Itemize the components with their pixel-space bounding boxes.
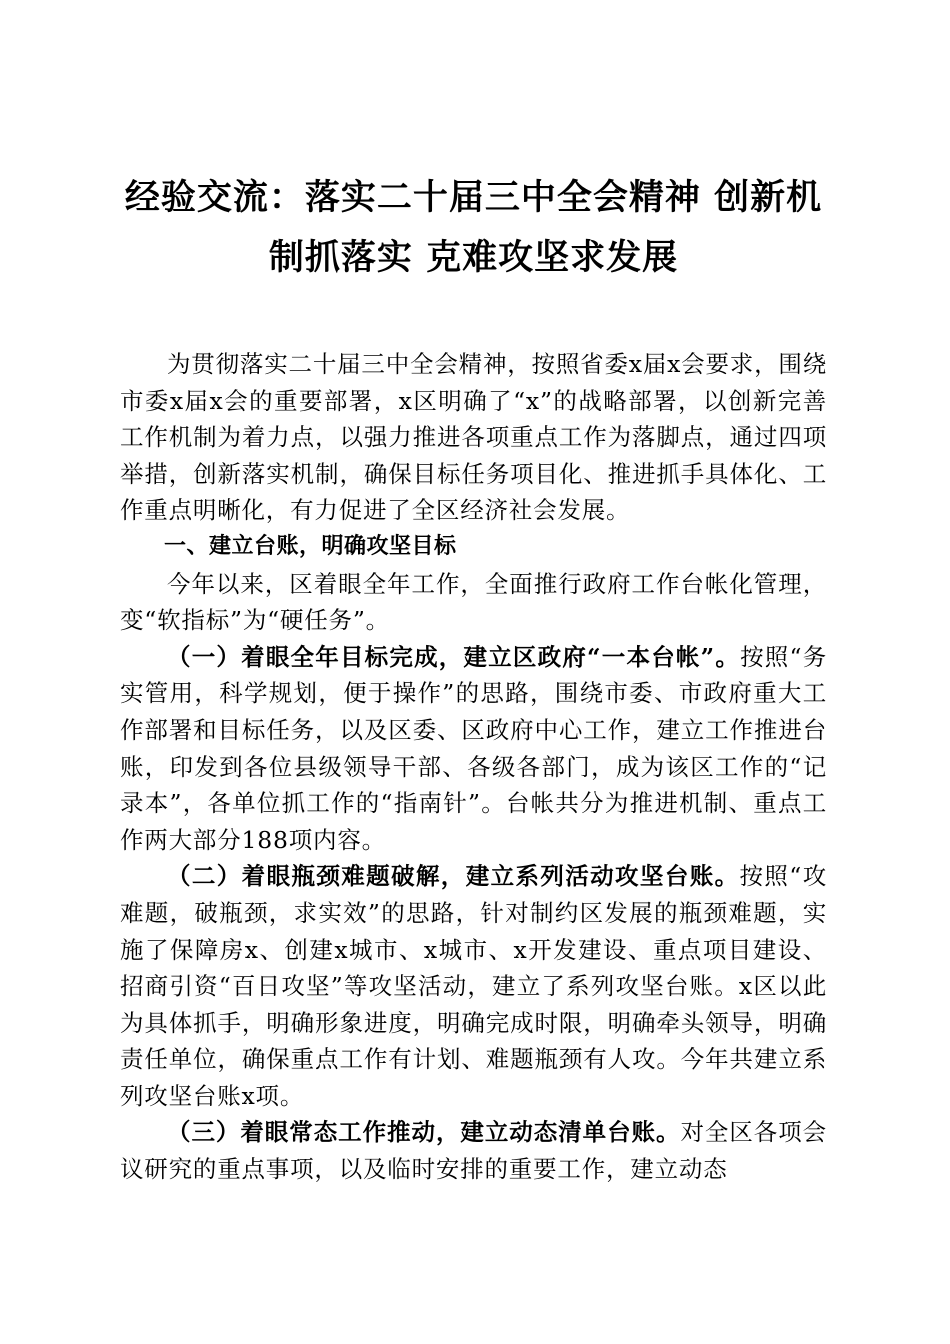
item-2-paragraph [120, 858, 827, 1114]
section-1-heading: 一、建立台账，明确攻坚目标 [164, 533, 457, 559]
item-3-text: 对全区各项会议研究的重点事项，以及临时安排的重要工作，建立动态 [120, 1118, 827, 1184]
item-1-text: 按照“务实管用，科学规划，便于操作”的思路，围绕市委、市政府重大工作部署和目标任务，以及区委、区政府中心工作，建立工作推进台账，印发到各位县级领导干部、各级各部门，成为该区工作的“记录本”，各单位抓工作的“指南针”。台帐共分为推进机制、重点工作两大部分188项内容。 [120, 642, 828, 854]
title-line-2: 制抓落实 克难攻坚求发展 [268, 238, 679, 278]
section-1-paragraph: 今年以来，区着眼全年工作，全面推行政府工作台帐化管理，变“软指标”为“硬任务”。 [120, 569, 827, 635]
item-3-paragraph [120, 1114, 827, 1187]
document-title [120, 168, 827, 288]
item-3-lead: （三）着眼常态工作推动，建立动态清单台账。 [167, 1118, 681, 1147]
item-2-text: 按照“攻难题，破瓶颈，求实效”的思路，针对制约区发展的瓶颈难题，实施了保障房x、创建x城市、x城市、x开发建设、重点项目建设、招商引资“百日攻坚”等攻坚活动，建立了系列攻坚台账。x区以此为具体抓手，明确形象进度，明确完成时限，明确牵头领导，明确责任单位，确保重点工作有计划、难题瓶颈有人攻。今年共建立系列攻坚台账x项。 [120, 862, 827, 1110]
intro-paragraph: 为贯彻落实二十届三中全会精神，按照省委x届x会要求，围绕市委x届x会的重要部署，x区明确了“x”的战略部署，以创新完善工作机制为着力点，以强力推进各项重点工作为落脚点，通过四项举措，创新落实机制，确保目标任务项目化、推进抓手具体化、工作重点明晰化，有力促进了全区经济社会发展。 [120, 350, 827, 525]
item-1-paragraph [120, 639, 827, 859]
title-line-1: 经验交流：落实二十届三中全会精神 创新机 [124, 178, 823, 218]
document-page [120, 168, 827, 1188]
document-body [120, 346, 827, 1188]
item-2-lead: （二）着眼瓶颈难题破解，建立系列活动攻坚台账。 [167, 862, 740, 891]
item-1-lead: （一）着眼全年目标完成，建立区政府“一本台帐”。 [167, 642, 741, 671]
